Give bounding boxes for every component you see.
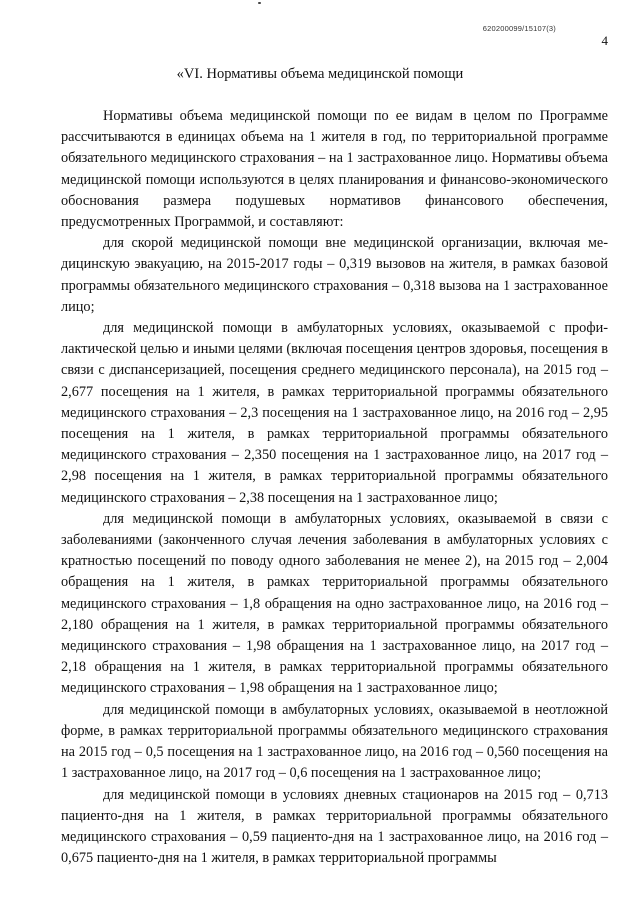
paragraph-outpatient-urgent: для медицинской помощи в амбулаторных условиях, оказываемой в неотложной форме, в рамках территориальной программы обязательного медицинского страхования на 2015 год – 0,5 посещения на 1 застрахованное лицо, на 2016 год – 0,560 посещения на 1 застрахованное лицо, на 2017 год – 0,6 посещения на 1 застрахованное лицо; (61, 701, 608, 782)
paragraph-outpatient-disease: для медицинской помощи в амбулаторных условиях, оказываемой в связи с заболеваниями (законченного случая лечения заболевания в амбулаторных условиях с кратностью посещений по поводу одного заболевания не менее 2), на 2015 год – 2,004 обращения на 1 жителя, в рамках территориальной программы обязательного медицинского страхования – 1,8 обращения на одно застрахованное лицо, на 2016 год – 2,180 обращения на 1 жителя, в рамках территориальной программы обязательного медицинского страхования – 1,98 обращения на 1 застрахованное лицо, на 2017 год – 2,18 обращения на 1 жителя, в рамках территориальной программы обязательного медицинского страхования – 1,98 обращения на 1 застрахованное лицо; (61, 510, 608, 697)
paragraph-ambulance: для скорой медицинской помощи вне медицинской организации, включая медицинскую эвакуацию, на 2015-2017 годы – 0,319 вызовов на жителя, в рамках базовой программы обязательного медицинского страхования – 0,318 вызова на 1 застрахованное лицо; (61, 235, 608, 315)
paragraph-outpatient-preventive: для медицинской помощи в амбулаторных условиях, оказываемой с профилактической целью и иными целями (включая посещения центров здоровья, посещения в связи с диспансеризацией, посещения среднего медицинского персонала), на 2015 год – 2,677 посещения на 1 жителя, в рамках территориальной программы обязательного медицинского страхования – 2,3 посещения на 1 застрахованное лицо, на 2016 год – 2,95 посещения на 1 жителя, в рамках территориальной программы обязательного медицинского страхования – 2,350 посещения на 1 застрахованное лицо, на 2017 год – 2,98 посещения на 1 жителя, в рамках территориальной программы обязательного медицинского страхования – 2,38 посещения на 1 застрахованное лицо; (61, 320, 608, 506)
document-code: 620200099/15107(3) (482, 24, 556, 33)
scan-speck (258, 2, 261, 4)
paragraph-day-hospital: для медицинской помощи в условиях дневных стационаров на 2015 год – 0,713 пациенто-дня на 1 жителя, в рамках территориальной программы обязательного медицинского страхования – 0,59 пациенто-дня на 1 застрахованное лицо, на 2016 год – 0,675 пациенто-дня на 1 жителя, в рамках территориальной программы (61, 786, 608, 867)
section-title: «VI. Нормативы объема медицинской помощи (176, 66, 464, 82)
page-number: 4 (601, 33, 608, 48)
paragraph-intro: Нормативы объема медицинской помощи по ее видам в целом по Программе рассчитываются в единицах объема на 1 жителя в год, по территориальной программе обязательного медицинского страхования – на 1 застрахованное лицо. Нормативы объема медицинской помощи используются в целях планирования и финансово-экономического обоснования размера подушевых нормативов финансового обеспечения, предусмотренных Программой, и составляют: (61, 108, 608, 231)
body-text (61, 106, 608, 869)
